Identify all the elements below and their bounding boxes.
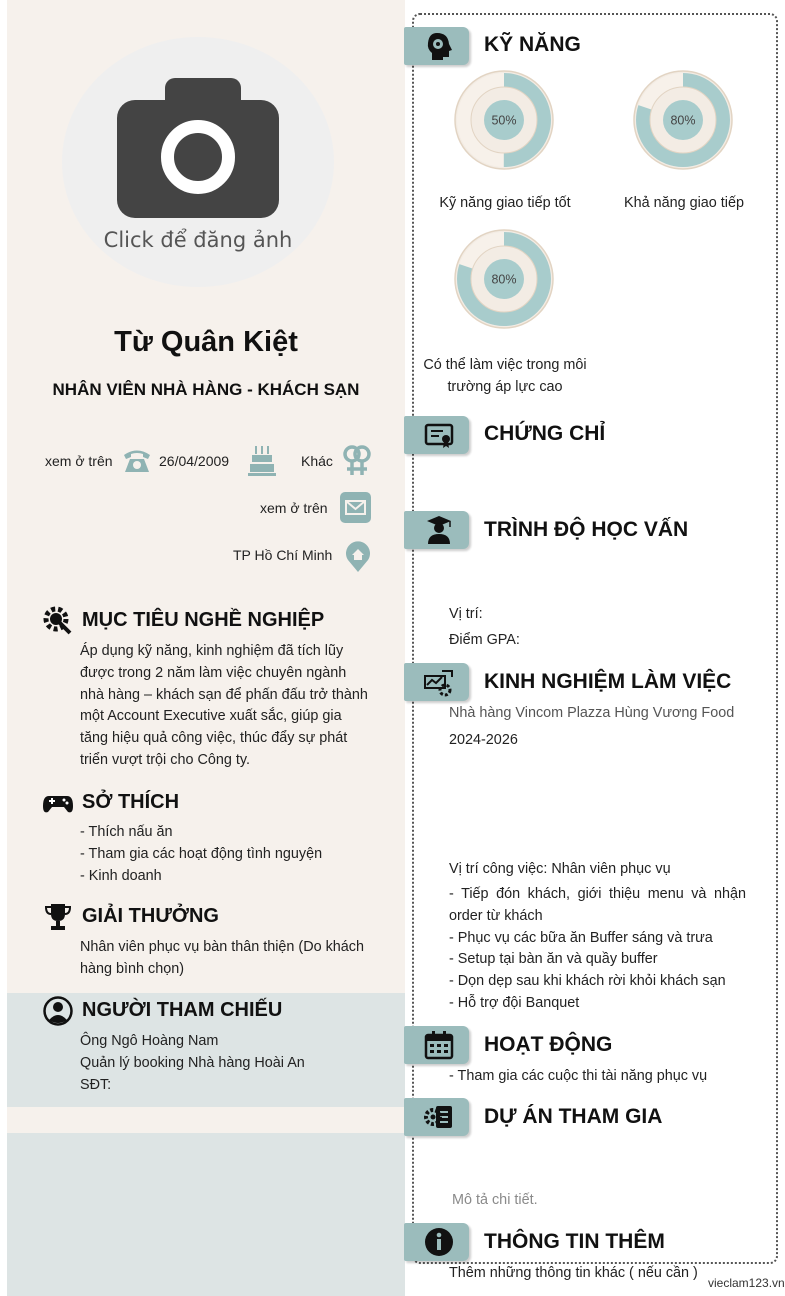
- career-goal-title[interactable]: MỤC TIÊU NGHỀ NGHIỆP: [82, 609, 325, 631]
- list-item: - Kinh doanh: [80, 867, 162, 884]
- head-gear-icon: [424, 31, 454, 61]
- certificates-tab: [404, 416, 469, 454]
- list-item: - Thích nấu ăn: [80, 824, 173, 840]
- career-goal-text[interactable]: [80, 641, 369, 772]
- gender-value[interactable]: Khác: [301, 453, 333, 469]
- education-gpa-label[interactable]: Điểm GPA:: [449, 632, 520, 648]
- awards-line: Nhân viên phục vụ bàn thân thiện (Do khách: [80, 939, 365, 955]
- left-column: [7, 0, 405, 1296]
- skill-percent-text: 80%: [491, 272, 517, 287]
- phone-icon: [121, 446, 153, 474]
- hobbies-list[interactable]: [80, 822, 369, 887]
- address-value[interactable]: TP Hồ Chí Minh: [233, 547, 333, 563]
- candidate-name[interactable]: Từ Quân Kiệt: [114, 326, 298, 358]
- experience-role[interactable]: Vị trí công việc: Nhân viên phục vụ: [449, 861, 671, 877]
- duty-line: - Setup tại bàn ăn và quầy buffer: [449, 951, 658, 968]
- projects-title[interactable]: DỰ ÁN THAM GIA: [484, 1105, 663, 1128]
- gamepad-icon: [43, 788, 73, 818]
- skill-percent-text: 50%: [491, 113, 517, 128]
- experience-period[interactable]: 2024-2026: [449, 732, 518, 748]
- more-info-text[interactable]: Thêm những thông tin khác ( nếu cần ): [449, 1265, 698, 1281]
- camera-lens-icon: [161, 120, 235, 194]
- references-text[interactable]: [80, 1031, 369, 1096]
- gender-icon: [341, 443, 373, 477]
- list-item: - Tham gia các hoạt động tình nguyện: [80, 845, 323, 862]
- experience-title[interactable]: KINH NGHIỆM LÀM VIỆC: [484, 670, 732, 693]
- education-tab: [404, 511, 469, 549]
- skill-label-line: Có thể làm việc trong môi: [423, 357, 587, 373]
- email-icon: [340, 492, 371, 523]
- reference-line: SĐT:: [80, 1076, 112, 1093]
- skill-percent-text: 80%: [670, 113, 696, 128]
- hobbies-title[interactable]: SỞ THÍCH: [82, 791, 180, 813]
- career-goal-line: triển vượt trội cho Công ty.: [80, 751, 250, 768]
- education-title[interactable]: TRÌNH ĐỘ HỌC VẤN: [484, 518, 689, 541]
- project-gear-icon: [424, 1102, 454, 1132]
- calendar-icon: [424, 1030, 454, 1060]
- duty-line: - Hỗ trợ đội Banquet: [449, 994, 580, 1011]
- career-goal-line: được trong 2 năm làm việc chuyên ngành: [80, 664, 347, 681]
- awards-line: hàng bình chọn): [80, 960, 185, 977]
- gear-wrench-icon: [43, 606, 73, 636]
- awards-text[interactable]: [80, 937, 369, 981]
- trophy-icon: [43, 902, 73, 932]
- duty-line: order từ khách: [449, 907, 543, 924]
- skill-ring: [453, 228, 555, 330]
- experience-tab: [404, 663, 469, 701]
- projects-description-placeholder[interactable]: Mô tả chi tiết.: [452, 1192, 538, 1208]
- home-location-icon: [344, 538, 372, 572]
- education-position-label[interactable]: Vị trí:: [449, 606, 483, 622]
- skill-ring: [632, 69, 734, 171]
- certificates-title[interactable]: CHỨNG CHỈ: [484, 422, 606, 445]
- career-goal-line: một Account Executive xuất sắc, giúp gia: [80, 708, 342, 725]
- email-value[interactable]: xem ở trên: [260, 500, 328, 516]
- experience-duties[interactable]: [449, 884, 746, 1015]
- info-icon: [424, 1227, 454, 1257]
- analytics-gear-icon: [424, 667, 454, 697]
- reference-line: Quản lý booking Nhà hàng Hoài An: [80, 1054, 305, 1071]
- job-title[interactable]: NHÂN VIÊN NHÀ HÀNG - KHÁCH SẠN: [52, 380, 360, 399]
- more-info-title[interactable]: THÔNG TIN THÊM: [484, 1230, 665, 1253]
- skills-title[interactable]: KỸ NĂNG: [484, 33, 581, 56]
- career-goal-line: Áp dụng kỹ năng, kinh nghiệm đã tích lũy: [80, 643, 344, 659]
- career-goal-line: nhà hàng – khách sạn để phấn đấu trở thành: [80, 686, 368, 703]
- certificate-icon: [424, 420, 454, 450]
- activities-tab: [404, 1026, 469, 1064]
- graduate-icon: [424, 515, 454, 545]
- phone-value[interactable]: xem ở trên: [45, 453, 113, 469]
- skill-ring: [453, 69, 555, 171]
- reference-line: Ông Ngô Hoàng Nam: [80, 1033, 219, 1049]
- experience-company[interactable]: Nhà hàng Vincom Plazza Hùng Vương Food: [449, 705, 735, 721]
- skill-label[interactable]: [416, 354, 594, 398]
- skill-label[interactable]: Kỹ năng giao tiếp tốt: [439, 195, 571, 211]
- activities-text[interactable]: - Tham gia các cuộc thi tài năng phục vụ: [449, 1068, 708, 1084]
- user-circle-icon: [43, 996, 73, 1026]
- activities-title[interactable]: HOẠT ĐỘNG: [484, 1033, 613, 1056]
- projects-tab: [404, 1098, 469, 1136]
- awards-title[interactable]: GIẢI THƯỞNG: [82, 905, 219, 927]
- left-footer-band: [7, 1133, 405, 1296]
- skill-label[interactable]: Khả năng giao tiếp: [623, 195, 745, 211]
- more-info-tab: [404, 1223, 469, 1261]
- skills-tab: [404, 27, 469, 65]
- duty-line: - Dọn dẹp sau khi khách rời khỏi khách sạn: [449, 973, 726, 990]
- skill-label-line: trường áp lực cao: [447, 379, 563, 395]
- career-goal-line: tăng hiệu quả công việc, thúc đẩy sự phát: [80, 730, 348, 747]
- duty-line: - Phục vụ các bữa ăn Buffer sáng và trưa: [449, 929, 713, 946]
- watermark: vieclam123.vn: [708, 1276, 785, 1290]
- birthday-cake-icon: [248, 444, 276, 476]
- duty-line: - Tiếp đón khách, giới thiệu menu và nhận: [449, 886, 746, 902]
- upload-photo-label[interactable]: Click để đăng ảnh: [103, 228, 293, 252]
- birthday-value[interactable]: 26/04/2009: [159, 453, 230, 469]
- references-title[interactable]: NGƯỜI THAM CHIẾU: [82, 999, 283, 1021]
